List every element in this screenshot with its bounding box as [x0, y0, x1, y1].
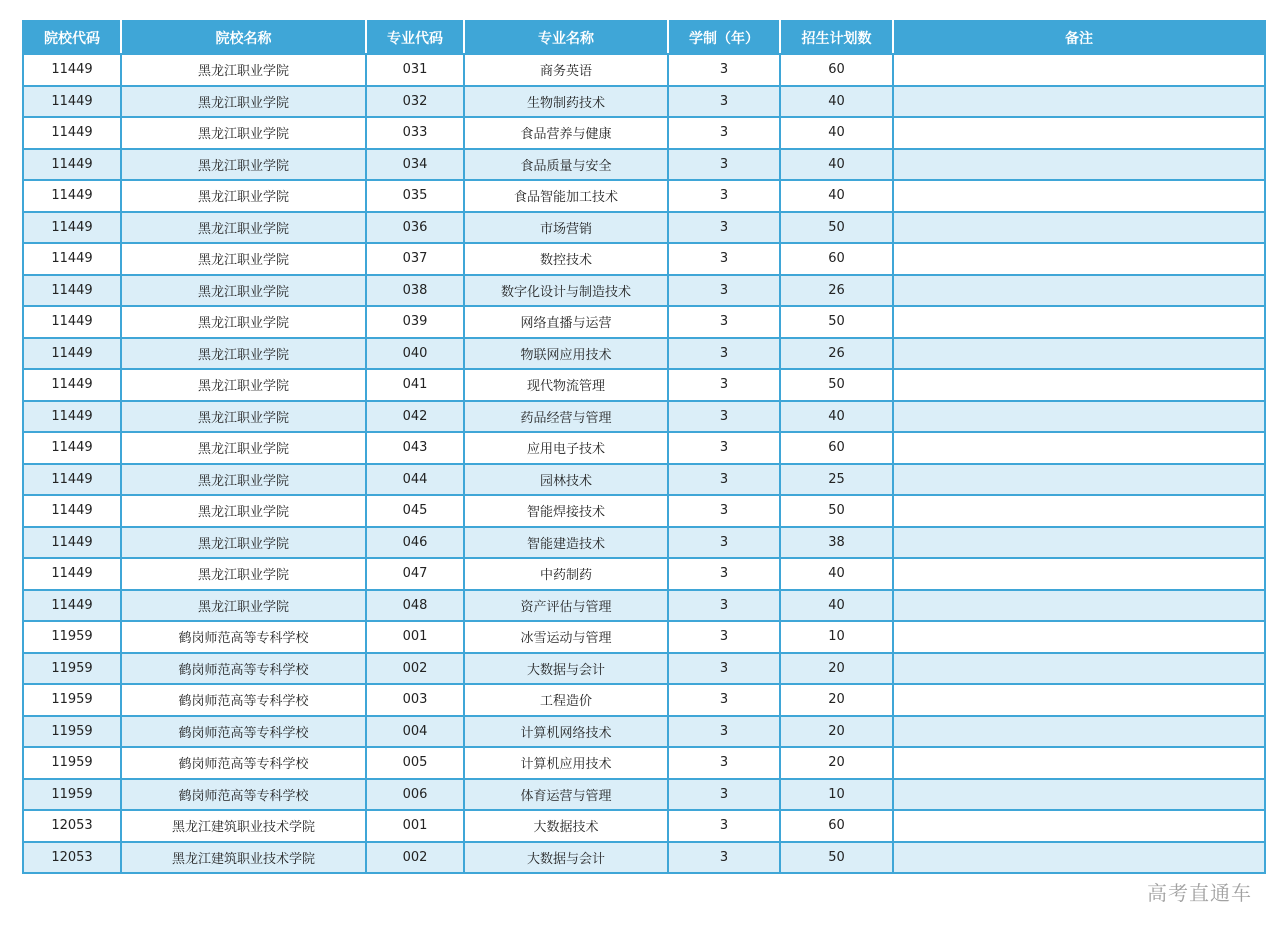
school-code-cell: 11449	[23, 432, 121, 464]
plan-count-cell: 60	[780, 432, 893, 464]
school-name-cell: 鹤岗师范高等专科学校	[121, 716, 366, 748]
major-name-cell: 冰雪运动与管理	[464, 621, 668, 653]
major-name-cell: 大数据与会计	[464, 653, 668, 685]
major-name-cell: 应用电子技术	[464, 432, 668, 464]
school-code-cell: 11449	[23, 306, 121, 338]
duration-cell: 3	[668, 527, 780, 559]
remarks-cell	[893, 747, 1265, 779]
major-name-cell: 体育运营与管理	[464, 779, 668, 811]
duration-cell: 3	[668, 558, 780, 590]
table-body	[23, 54, 1265, 873]
table-row	[23, 306, 1265, 338]
major-code-cell: 004	[366, 716, 464, 748]
plan-count-cell: 26	[780, 338, 893, 370]
remarks-cell	[893, 779, 1265, 811]
plan-count-cell: 40	[780, 558, 893, 590]
major-name-cell: 数字化设计与制造技术	[464, 275, 668, 307]
header-school-name: 院校名称	[121, 21, 366, 54]
plan-count-cell: 50	[780, 306, 893, 338]
major-code-cell: 048	[366, 590, 464, 622]
plan-count-cell: 60	[780, 54, 893, 86]
plan-count-cell: 50	[780, 212, 893, 244]
table-row	[23, 338, 1265, 370]
school-code-cell: 11959	[23, 684, 121, 716]
major-name-cell: 中药制药	[464, 558, 668, 590]
plan-count-cell: 40	[780, 117, 893, 149]
major-code-cell: 033	[366, 117, 464, 149]
school-name-cell: 黑龙江职业学院	[121, 527, 366, 559]
school-name-cell: 黑龙江职业学院	[121, 86, 366, 118]
school-code-cell: 11449	[23, 527, 121, 559]
major-code-cell: 043	[366, 432, 464, 464]
duration-cell: 3	[668, 306, 780, 338]
remarks-cell	[893, 621, 1265, 653]
major-name-cell: 生物制药技术	[464, 86, 668, 118]
remarks-cell	[893, 369, 1265, 401]
school-name-cell: 鹤岗师范高等专科学校	[121, 747, 366, 779]
school-code-cell: 11449	[23, 275, 121, 307]
duration-cell: 3	[668, 716, 780, 748]
major-code-cell: 001	[366, 810, 464, 842]
table-row	[23, 275, 1265, 307]
major-name-cell: 智能焊接技术	[464, 495, 668, 527]
major-name-cell: 智能建造技术	[464, 527, 668, 559]
remarks-cell	[893, 275, 1265, 307]
table-row	[23, 653, 1265, 685]
school-code-cell: 11449	[23, 180, 121, 212]
school-code-cell: 11449	[23, 212, 121, 244]
major-name-cell: 资产评估与管理	[464, 590, 668, 622]
duration-cell: 3	[668, 464, 780, 496]
table-row	[23, 842, 1265, 874]
duration-cell: 3	[668, 180, 780, 212]
major-name-cell: 大数据与会计	[464, 842, 668, 874]
school-name-cell: 黑龙江职业学院	[121, 212, 366, 244]
plan-count-cell: 40	[780, 401, 893, 433]
major-name-cell: 食品营养与健康	[464, 117, 668, 149]
header-major-code: 专业代码	[366, 21, 464, 54]
table-row	[23, 86, 1265, 118]
remarks-cell	[893, 716, 1265, 748]
school-code-cell: 12053	[23, 842, 121, 874]
table-row	[23, 54, 1265, 86]
major-code-cell: 045	[366, 495, 464, 527]
major-code-cell: 039	[366, 306, 464, 338]
major-code-cell: 041	[366, 369, 464, 401]
plan-count-cell: 40	[780, 590, 893, 622]
school-code-cell: 11959	[23, 747, 121, 779]
remarks-cell	[893, 527, 1265, 559]
school-code-cell: 11449	[23, 401, 121, 433]
table-row	[23, 810, 1265, 842]
major-code-cell: 005	[366, 747, 464, 779]
school-name-cell: 黑龙江职业学院	[121, 54, 366, 86]
duration-cell: 3	[668, 243, 780, 275]
plan-count-cell: 60	[780, 810, 893, 842]
school-code-cell: 11449	[23, 54, 121, 86]
school-code-cell: 12053	[23, 810, 121, 842]
duration-cell: 3	[668, 621, 780, 653]
remarks-cell	[893, 117, 1265, 149]
major-name-cell: 食品质量与安全	[464, 149, 668, 181]
school-code-cell: 11449	[23, 558, 121, 590]
plan-count-cell: 40	[780, 180, 893, 212]
duration-cell: 3	[668, 338, 780, 370]
school-name-cell: 黑龙江职业学院	[121, 495, 366, 527]
duration-cell: 3	[668, 590, 780, 622]
table-row	[23, 495, 1265, 527]
table-row	[23, 149, 1265, 181]
duration-cell: 3	[668, 117, 780, 149]
major-name-cell: 市场营销	[464, 212, 668, 244]
school-code-cell: 11449	[23, 338, 121, 370]
major-code-cell: 038	[366, 275, 464, 307]
major-code-cell: 046	[366, 527, 464, 559]
plan-count-cell: 20	[780, 747, 893, 779]
school-name-cell: 黑龙江职业学院	[121, 558, 366, 590]
plan-count-cell: 50	[780, 495, 893, 527]
major-code-cell: 042	[366, 401, 464, 433]
school-name-cell: 黑龙江建筑职业技术学院	[121, 810, 366, 842]
plan-count-cell: 20	[780, 653, 893, 685]
school-code-cell: 11959	[23, 653, 121, 685]
remarks-cell	[893, 212, 1265, 244]
school-name-cell: 鹤岗师范高等专科学校	[121, 684, 366, 716]
school-name-cell: 黑龙江建筑职业技术学院	[121, 842, 366, 874]
plan-count-cell: 40	[780, 149, 893, 181]
duration-cell: 3	[668, 810, 780, 842]
school-code-cell: 11449	[23, 464, 121, 496]
major-code-cell: 002	[366, 842, 464, 874]
plan-count-cell: 20	[780, 716, 893, 748]
remarks-cell	[893, 842, 1265, 874]
school-name-cell: 黑龙江职业学院	[121, 149, 366, 181]
school-code-cell: 11449	[23, 369, 121, 401]
table-row	[23, 716, 1265, 748]
school-name-cell: 黑龙江职业学院	[121, 243, 366, 275]
school-code-cell: 11449	[23, 86, 121, 118]
header-school-code: 院校代码	[23, 21, 121, 54]
remarks-cell	[893, 464, 1265, 496]
school-name-cell: 黑龙江职业学院	[121, 275, 366, 307]
plan-count-cell: 60	[780, 243, 893, 275]
major-name-cell: 工程造价	[464, 684, 668, 716]
header-plan-count: 招生计划数	[780, 21, 893, 54]
table-row	[23, 464, 1265, 496]
major-code-cell: 044	[366, 464, 464, 496]
remarks-cell	[893, 653, 1265, 685]
remarks-cell	[893, 810, 1265, 842]
school-name-cell: 鹤岗师范高等专科学校	[121, 779, 366, 811]
table-row	[23, 747, 1265, 779]
major-name-cell: 物联网应用技术	[464, 338, 668, 370]
remarks-cell	[893, 306, 1265, 338]
major-code-cell: 032	[366, 86, 464, 118]
duration-cell: 3	[668, 432, 780, 464]
plan-count-cell: 20	[780, 684, 893, 716]
table-row	[23, 180, 1265, 212]
major-code-cell: 037	[366, 243, 464, 275]
table-row	[23, 117, 1265, 149]
major-name-cell: 商务英语	[464, 54, 668, 86]
school-name-cell: 黑龙江职业学院	[121, 117, 366, 149]
major-name-cell: 园林技术	[464, 464, 668, 496]
plan-count-cell: 50	[780, 369, 893, 401]
school-name-cell: 黑龙江职业学院	[121, 401, 366, 433]
major-code-cell: 031	[366, 54, 464, 86]
remarks-cell	[893, 495, 1265, 527]
watermark: 高考直通车	[1147, 881, 1252, 905]
major-name-cell: 网络直播与运营	[464, 306, 668, 338]
header-major-name: 专业名称	[464, 21, 668, 54]
duration-cell: 3	[668, 86, 780, 118]
remarks-cell	[893, 558, 1265, 590]
school-name-cell: 黑龙江职业学院	[121, 338, 366, 370]
major-code-cell: 047	[366, 558, 464, 590]
remarks-cell	[893, 432, 1265, 464]
plan-count-cell: 40	[780, 86, 893, 118]
major-code-cell: 002	[366, 653, 464, 685]
school-code-cell: 11449	[23, 590, 121, 622]
table-row	[23, 558, 1265, 590]
remarks-cell	[893, 338, 1265, 370]
remarks-cell	[893, 684, 1265, 716]
table-row	[23, 401, 1265, 433]
major-code-cell: 040	[366, 338, 464, 370]
header-duration: 学制（年）	[668, 21, 780, 54]
remarks-cell	[893, 243, 1265, 275]
school-name-cell: 鹤岗师范高等专科学校	[121, 653, 366, 685]
school-name-cell: 黑龙江职业学院	[121, 369, 366, 401]
major-name-cell: 药品经营与管理	[464, 401, 668, 433]
major-code-cell: 035	[366, 180, 464, 212]
major-code-cell: 006	[366, 779, 464, 811]
plan-count-cell: 10	[780, 779, 893, 811]
table-row	[23, 621, 1265, 653]
school-name-cell: 黑龙江职业学院	[121, 432, 366, 464]
school-code-cell: 11959	[23, 716, 121, 748]
duration-cell: 3	[668, 212, 780, 244]
duration-cell: 3	[668, 401, 780, 433]
table-row	[23, 369, 1265, 401]
remarks-cell	[893, 149, 1265, 181]
table-row	[23, 527, 1265, 559]
duration-cell: 3	[668, 495, 780, 527]
plan-count-cell: 38	[780, 527, 893, 559]
major-name-cell: 大数据技术	[464, 810, 668, 842]
major-code-cell: 001	[366, 621, 464, 653]
major-name-cell: 现代物流管理	[464, 369, 668, 401]
plan-count-cell: 26	[780, 275, 893, 307]
table-row	[23, 432, 1265, 464]
school-code-cell: 11449	[23, 117, 121, 149]
school-name-cell: 黑龙江职业学院	[121, 464, 366, 496]
table-header-row	[23, 21, 1265, 54]
duration-cell: 3	[668, 275, 780, 307]
enrollment-plan-table	[22, 20, 1266, 874]
school-name-cell: 鹤岗师范高等专科学校	[121, 621, 366, 653]
table-row	[23, 684, 1265, 716]
duration-cell: 3	[668, 54, 780, 86]
major-name-cell: 计算机应用技术	[464, 747, 668, 779]
school-code-cell: 11449	[23, 243, 121, 275]
school-code-cell: 11449	[23, 149, 121, 181]
remarks-cell	[893, 590, 1265, 622]
school-code-cell: 11959	[23, 621, 121, 653]
duration-cell: 3	[668, 369, 780, 401]
duration-cell: 3	[668, 842, 780, 874]
school-name-cell: 黑龙江职业学院	[121, 180, 366, 212]
remarks-cell	[893, 86, 1265, 118]
major-name-cell: 数控技术	[464, 243, 668, 275]
header-remarks: 备注	[893, 21, 1265, 54]
remarks-cell	[893, 401, 1265, 433]
duration-cell: 3	[668, 747, 780, 779]
plan-count-cell: 50	[780, 842, 893, 874]
school-name-cell: 黑龙江职业学院	[121, 306, 366, 338]
duration-cell: 3	[668, 779, 780, 811]
major-name-cell: 食品智能加工技术	[464, 180, 668, 212]
school-code-cell: 11959	[23, 779, 121, 811]
major-code-cell: 034	[366, 149, 464, 181]
remarks-cell	[893, 180, 1265, 212]
table-row	[23, 243, 1265, 275]
plan-count-cell: 10	[780, 621, 893, 653]
major-code-cell: 003	[366, 684, 464, 716]
major-code-cell: 036	[366, 212, 464, 244]
major-name-cell: 计算机网络技术	[464, 716, 668, 748]
table-row	[23, 590, 1265, 622]
school-code-cell: 11449	[23, 495, 121, 527]
duration-cell: 3	[668, 149, 780, 181]
duration-cell: 3	[668, 684, 780, 716]
school-name-cell: 黑龙江职业学院	[121, 590, 366, 622]
duration-cell: 3	[668, 653, 780, 685]
remarks-cell	[893, 54, 1265, 86]
table-row	[23, 779, 1265, 811]
table-row	[23, 212, 1265, 244]
plan-count-cell: 25	[780, 464, 893, 496]
